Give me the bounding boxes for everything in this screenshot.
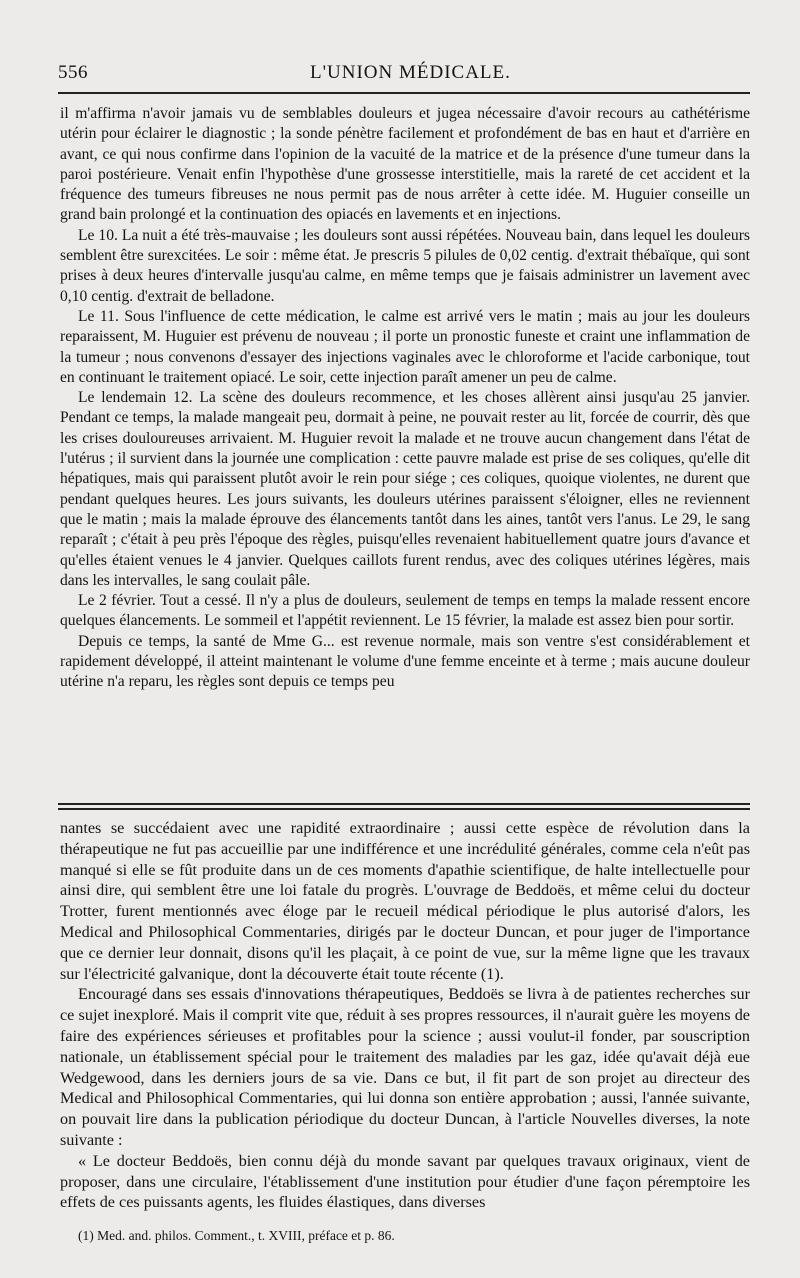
paragraph: Depuis ce temps, la santé de Mme G... est revenue normale, mais son ventre s'est considérablement et rapidement développé, il atteint maintenant le volume d'une femme enceinte et à terme ; mais aucune douleur utérine n'a reparu, les règles sont depuis ce temps peu xyxy=(60,632,750,691)
paragraph: Le 2 février. Tout a cessé. Il n'y a plus de douleurs, seulement de temps en temps la malade ressent encore quelques élancements. Le sommeil et l'appétit reviennent. Le 15 février, la malade est assez bien pour sortir. xyxy=(60,592,750,630)
paragraph: Le 10. La nuit a été très-mauvaise ; les douleurs sont aussi répétées. Nouveau bain, dans lequel les douleurs semblent être surexcitées. Le soir : même état. Je prescris 5 pilules de 0,02 centig. d'extrait thébaïque, qui sont prises à deux heures d'intervalle jusqu'au calme, en même temps que je faisais administrer un lavement avec 0,10 centig. d'extrait de belladone. xyxy=(60,226,750,305)
header-rule xyxy=(58,92,750,94)
feuilleton-section xyxy=(60,818,750,1213)
section-divider xyxy=(58,803,750,810)
page-header xyxy=(58,58,748,88)
paragraph: nantes se succédaient avec une rapidité extraordinaire ; aussi cette espèce de révolution dans la thérapeutique ne fut pas accueillie par une indifférence et une incrédulité générales, comme cela n'eût pas manqué si elle se fût produite dans un de ces moments d'apathie scientifique, de halte intellectuelle pour ainsi dire, qui semblent être une loi fatale du progrès. L'ouvrage de Beddoës, et même celui du docteur Trotter, furent mentionnés avec éloge par le recueil médical périodique le plus autorisé d'alors, les Medical and Philosophical Commentaries, dirigés par le docteur Duncan, et pour juger de l'importance que ce dernier leur donnait, disons qu'il les plaçait, à ce point de vue, sur la même ligne que les travaux sur l'électricité galvanique, dont la découverte était toute récente (1). xyxy=(60,819,750,983)
footnote: (1) Med. and. philos. Comment., t. XVIII, préface et p. 86. xyxy=(78,1228,395,1243)
page-number: 556 xyxy=(58,62,88,83)
paragraph: Encouragé dans ses essais d'innovations thérapeutiques, Beddoës se livra à de patientes recherches sur ce sujet inexploré. Mais il comprit vite que, réduit à ses propres ressources, il n'aurait guère les moyens de faire des expériences sérieuses et profitables pour la science ; aussi voulut-il fonder, par souscription nationale, un établissement spécial pour le traitement des maladies par les gaz, idée qu'avait déjà eue Wedgewood, dans les derniers jours de sa vie. Dans ce but, il fit part de son projet au directeur des Medical and Philosophical Commentaries, qui lui donna son entière approbation ; aussi, l'année suivante, on pouvait lire dans la publication périodique du docteur Duncan, à l'article Nouvelles diverses, la note suivante : xyxy=(60,985,750,1149)
quoted-paragraph: « Le docteur Beddoës, bien connu déjà du monde savant par quelques travaux originaux, vient de proposer, dans une circulaire, l'établissement d'une institution pour étudier d'une façon péremptoire les effets de ces puissants agents, les fluides élastiques, dans diverses xyxy=(60,1151,750,1212)
paragraph: Le 11. Sous l'influence de cette médication, le calme est arrivé vers le matin ; mais au jour les douleurs reparaissent, M. Huguier est prévenu de nouveau ; il porte un pronostic funeste et craint une inflammation de la tumeur ; nous convenons d'essayer des injections vaginales avec le chloroforme et l'acide carbonique, tout en continuant le traitement opiacé. Le soir, cette injection paraît amener un peu de calme. xyxy=(60,307,750,386)
paragraph: il m'affirma n'avoir jamais vu de semblables douleurs et jugea nécessaire d'avoir recours au cathétérisme utérin pour éclairer le diagnostic ; la sonde pénètre facilement et profondément de bas en haut et d'arrière en avant, ce qui nous confirme dans l'opinion de la vacuité de la matrice et de la présence d'une tumeur dans la paroi postérieure. Venait enfin l'hypothèse d'une grossesse interstitielle, mais la rareté de cet accident et la fréquence des tumeurs fibreuses ne nous permit pas de nous arrêter à cette idée. M. Huguier conseille un grand bain prolongé et la continuation des opiacés en lavements et en injections. xyxy=(60,105,750,224)
running-title: L'UNION MÉDICALE. xyxy=(310,62,511,83)
paragraph: Le lendemain 12. La scène des douleurs recommence, et les choses allèrent ainsi jusqu'au 25 janvier. Pendant ce temps, la malade mangeait peu, dormait à peine, ne pouvait rester au lit, forcée de courrir, dès que les crises douloureuses arrivaient. M. Huguier revoit la malade et ne trouve aucun changement dans l'état de l'utérus ; il survient dans la journée une complication : cette pauvre malade est prise de ses coliques, qu'elle dit hépatiques, mais qui paraissent plutôt avoir le rein pour siége ; ces coliques, quoique violentes, ne durent que pendant quelques heures. Les jours suivants, les douleurs utérines paraissent s'éloigner, elles ne reviennent que le matin ; mais la malade éprouve des élancements tantôt dans les aines, tantôt vers l'anus. Le 29, le sang reparaît ; c'était à peu près l'époque des règles, puisqu'elles revenaient habituellement quatre jours d'avance et qu'elles étaient venues le 4 janvier. Quelques caillots furent rendus, avec des coliques utérines légères, mais dans les intervalles, le sang coulait pâle. xyxy=(60,389,750,589)
case-report-section xyxy=(60,104,750,693)
